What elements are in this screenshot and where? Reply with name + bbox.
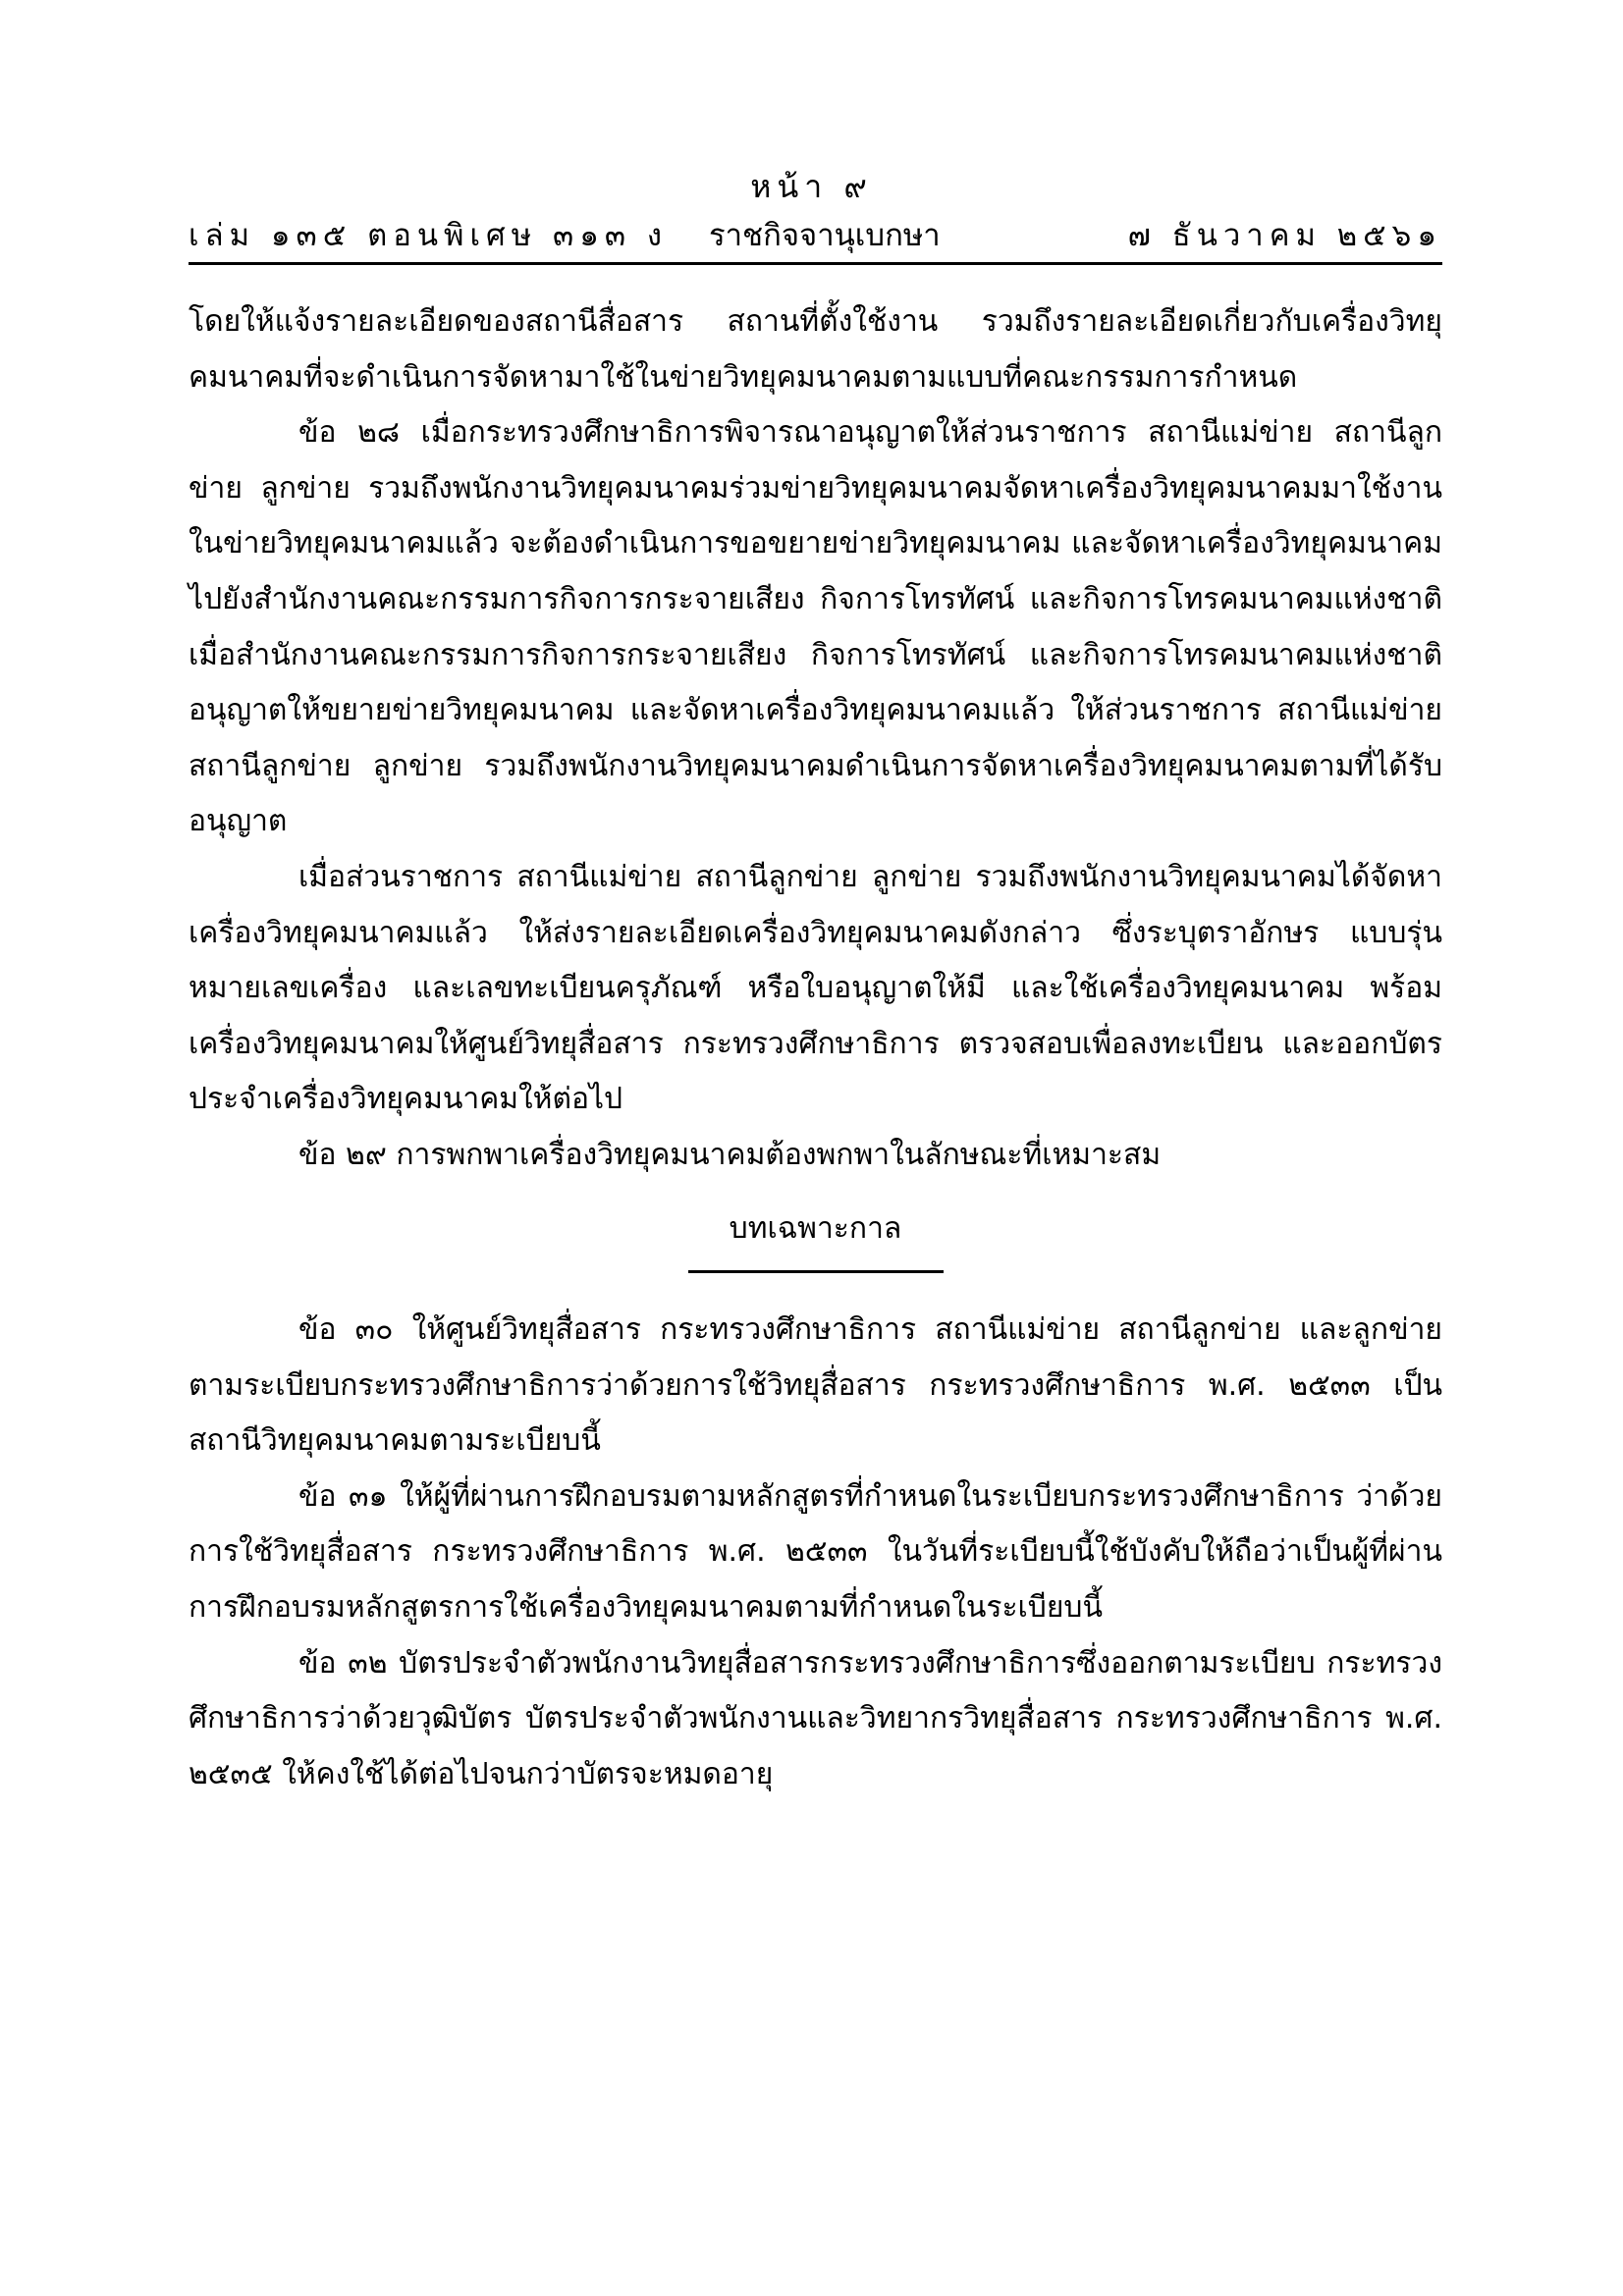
clause-28-paragraph-2: เมื่อส่วนราชการ สถานีแม่ข่าย สถานีลูกข่าย ลูกข่าย รวมถึงพนักงานวิทยุคมนาคมได้จัดหาเครื่องวิทยุคมนาคมแล้ว ให้ส่งรายละเอียดเครื่องวิทยุคมนาคมดังกล่าว ซึ่งระบุตราอักษร แบบรุ่น หมายเลขเครื่อง และเลขทะเบียนครุภัณฑ์ หรือใบอนุญาตให้มี และใช้เครื่องวิทยุคมนาคม พร้อมเครื่องวิทยุคมนาคมให้ศูนย์วิทยุสื่อสาร กระทรวงศึกษาธิการ ตรวจสอบเพื่อลงทะเบียน และออกบัตรประจำเครื่องวิทยุคมนาคมให้ต่อไป	[189, 859, 1442, 1117]
paragraph-continuation: โดยให้แจ้งรายละเอียดของสถานีสื่อสาร สถานที่ตั้งใช้งาน รวมถึงรายละเอียดเกี่ยวกับเครื่องวิทยุคมนาคมที่จะดำเนินการจัดหามาใช้ในข่ายวิทยุคมนาคมตามแบบที่คณะกรรมการกำหนด	[189, 304, 1442, 395]
publication-title: ราชกิจจานุเบกษา	[709, 218, 941, 253]
volume-issue: เล่ม ๑๓๕ ตอนพิเศษ ๓๑๓ ง	[189, 218, 669, 253]
clause-30: ข้อ ๓๐ ให้ศูนย์วิทยุสื่อสาร กระทรวงศึกษาธิการ สถานีแม่ข่าย สถานีลูกข่าย และลูกข่าย ตามระเบียบกระทรวงศึกษาธิการว่าด้วยการใช้วิทยุสื่อสาร กระทรวงศึกษาธิการ พ.ศ. ๒๕๓๓ เป็นสถานีวิทยุคมนาคมตามระเบียบนี้	[189, 1312, 1442, 1459]
clause-32: ข้อ ๓๒ บัตรประจำตัวพนักงานวิทยุสื่อสารกระทรวงศึกษาธิการซึ่งออกตามระเบียบ กระทรวงศึกษาธิการว่าด้วยวุฒิบัตร บัตรประจำตัวพนักงานและวิทยากรวิทยุสื่อสาร กระทรวงศึกษาธิการ พ.ศ. ๒๕๓๕ ให้คงใช้ได้ต่อไปจนกว่าบัตรจะหมดอายุ	[189, 1645, 1442, 1791]
header-divider	[189, 262, 1442, 265]
section-title-underline	[688, 1270, 944, 1273]
page-header	[189, 214, 1442, 257]
section-title: บทเฉพาะกาล	[729, 1210, 902, 1246]
publication-date: ๗ ธันวาคม ๒๕๖๑	[1127, 218, 1442, 253]
document-body	[189, 294, 1442, 1802]
page-number: หน้า ๙	[750, 168, 873, 205]
clause-29: ข้อ ๒๙ การพกพาเครื่องวิทยุคมนาคมต้องพกพาในลักษณะที่เหมาะสม	[298, 1137, 1162, 1172]
clause-31: ข้อ ๓๑ ให้ผู้ที่ผ่านการฝึกอบรมตามหลักสูตรที่กำหนดในระเบียบกระทรวงศึกษาธิการ ว่าด้วยการใช้วิทยุสื่อสาร กระทรวงศึกษาธิการ พ.ศ. ๒๕๓๓ ในวันที่ระเบียบนี้ใช้บังคับให้ถือว่าเป็นผู้ที่ผ่านการฝึกอบรมหลักสูตรการใช้เครื่องวิทยุคมนาคมตามที่กำหนดในระเบียบนี้	[189, 1478, 1442, 1626]
clause-28: ข้อ ๒๘ เมื่อกระทรวงศึกษาธิการพิจารณาอนุญาตให้ส่วนราชการ สถานีแม่ข่าย สถานีลูกข่าย ลูกข่าย รวมถึงพนักงานวิทยุคมนาคมร่วมข่ายวิทยุคมนาคมจัดหาเครื่องวิทยุคมนาคมมาใช้งานในข่ายวิทยุคมนาคมแล้ว จะต้องดำเนินการขอขยายข่ายวิทยุคมนาคม และจัดหาเครื่องวิทยุคมนาคมไปยังสำนักงานคณะกรรมการกิจการกระจายเสียง กิจการโทรทัศน์ และกิจการโทรคมนาคมแห่งชาติ เมื่อสำนักงานคณะกรรมการกิจการกระจายเสียง กิจการโทรทัศน์ และกิจการโทรคมนาคมแห่งชาติอนุญาตให้ขยายข่ายวิทยุคมนาคม และจัดหาเครื่องวิทยุคมนาคมแล้ว ให้ส่วนราชการ สถานีแม่ข่าย สถานีลูกข่าย ลูกข่าย รวมถึงพนักงานวิทยุคมนาคมดำเนินการจัดหาเครื่องวิทยุคมนาคมตามที่ได้รับอนุญาต	[189, 415, 1442, 839]
